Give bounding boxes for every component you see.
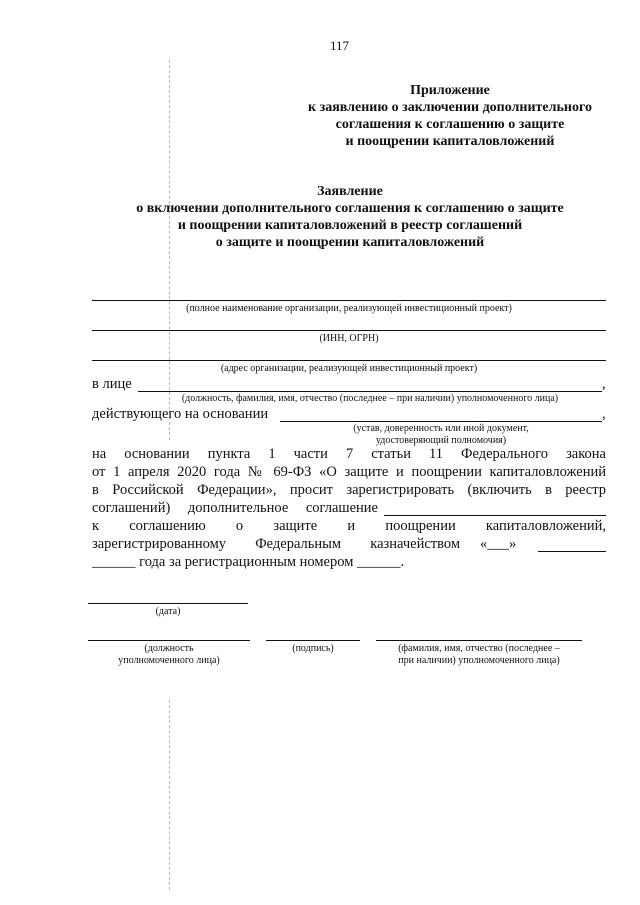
position-hint-line: уполномоченного лица) xyxy=(118,655,220,666)
comma: , xyxy=(602,406,606,422)
title-line: о включении дополнительного соглашения к соглашению о защите xyxy=(136,201,564,216)
body-line: соглашений) дополнительное соглашение xyxy=(92,500,378,516)
acting-line[interactable] xyxy=(280,421,602,422)
position-hint xyxy=(88,643,250,667)
comma: , xyxy=(602,376,606,392)
body-line: ______ года за регистрационным номером ______. xyxy=(92,554,405,570)
in-person-label: в лице xyxy=(92,376,132,392)
appendix-header xyxy=(270,82,630,150)
fold-mark xyxy=(169,700,170,890)
body-line: к соглашению о защите и поощрении капиталовложений, xyxy=(92,518,606,534)
fio-line[interactable] xyxy=(376,640,582,641)
date-line[interactable] xyxy=(88,603,248,604)
date-hint: (дата) xyxy=(155,606,181,617)
appendix-line: к заявлению о заключении дополнительного xyxy=(308,100,592,115)
basis-hint-line: удостоверяющий полномочия) xyxy=(375,435,507,446)
signature-hint: (подпись) xyxy=(292,643,334,654)
body-line: на основании пункта 1 части 7 статьи 11 Федерального закона xyxy=(92,446,606,462)
page-number: 117 xyxy=(330,38,350,53)
title-line: Заявление xyxy=(317,184,383,199)
body-line: в Российской Федерации», просит зарегистрировать (включить в реестр xyxy=(92,482,606,498)
acting-label: действующего на основании xyxy=(92,406,269,422)
appendix-line: Приложение xyxy=(410,83,490,98)
document-title xyxy=(90,183,610,251)
body-line: от 1 апреля 2020 года № 69-ФЗ «О защите и поощрении капиталовложений xyxy=(92,464,606,480)
title-line: и поощрении капиталовложений в реестр соглашений xyxy=(177,218,523,233)
person-hint: (должность, фамилия, имя, отчество (последнее – при наличии) уполномоченного лица) xyxy=(181,393,559,404)
inn-line[interactable] xyxy=(92,330,606,331)
agreement-line[interactable] xyxy=(384,515,606,516)
address-hint: (адрес организации, реализующей инвестиционный проект) xyxy=(220,363,478,374)
title-line: о защите и поощрении капиталовложений xyxy=(215,235,485,250)
position-hint-line: (должность xyxy=(144,643,194,654)
appendix-line: и поощрении капиталовложений xyxy=(345,134,555,149)
position-line[interactable] xyxy=(88,640,250,641)
appendix-line: соглашения к соглашению о защите xyxy=(335,117,565,132)
date-day: «___» xyxy=(480,536,517,552)
address-line[interactable] xyxy=(92,360,606,361)
in-person-line[interactable] xyxy=(138,391,602,392)
org-name-line[interactable] xyxy=(92,300,606,301)
body-line: зарегистрированному Федеральным казначейством xyxy=(92,536,460,552)
inn-hint: (ИНН, ОГРН) xyxy=(319,333,379,344)
org-name-hint: (полное наименование организации, реализующей инвестиционный проект) xyxy=(186,303,512,314)
date-month-line[interactable] xyxy=(538,551,606,552)
fio-hint-line: (фамилия, имя, отчество (последнее – xyxy=(398,643,560,654)
fio-hint xyxy=(376,643,582,667)
basis-hint-line: (устав, доверенность или иной документ, xyxy=(353,423,529,434)
signature-line[interactable] xyxy=(266,640,360,641)
basis-hint xyxy=(280,423,602,447)
fio-hint-line: при наличии) уполномоченного лица) xyxy=(398,655,560,666)
